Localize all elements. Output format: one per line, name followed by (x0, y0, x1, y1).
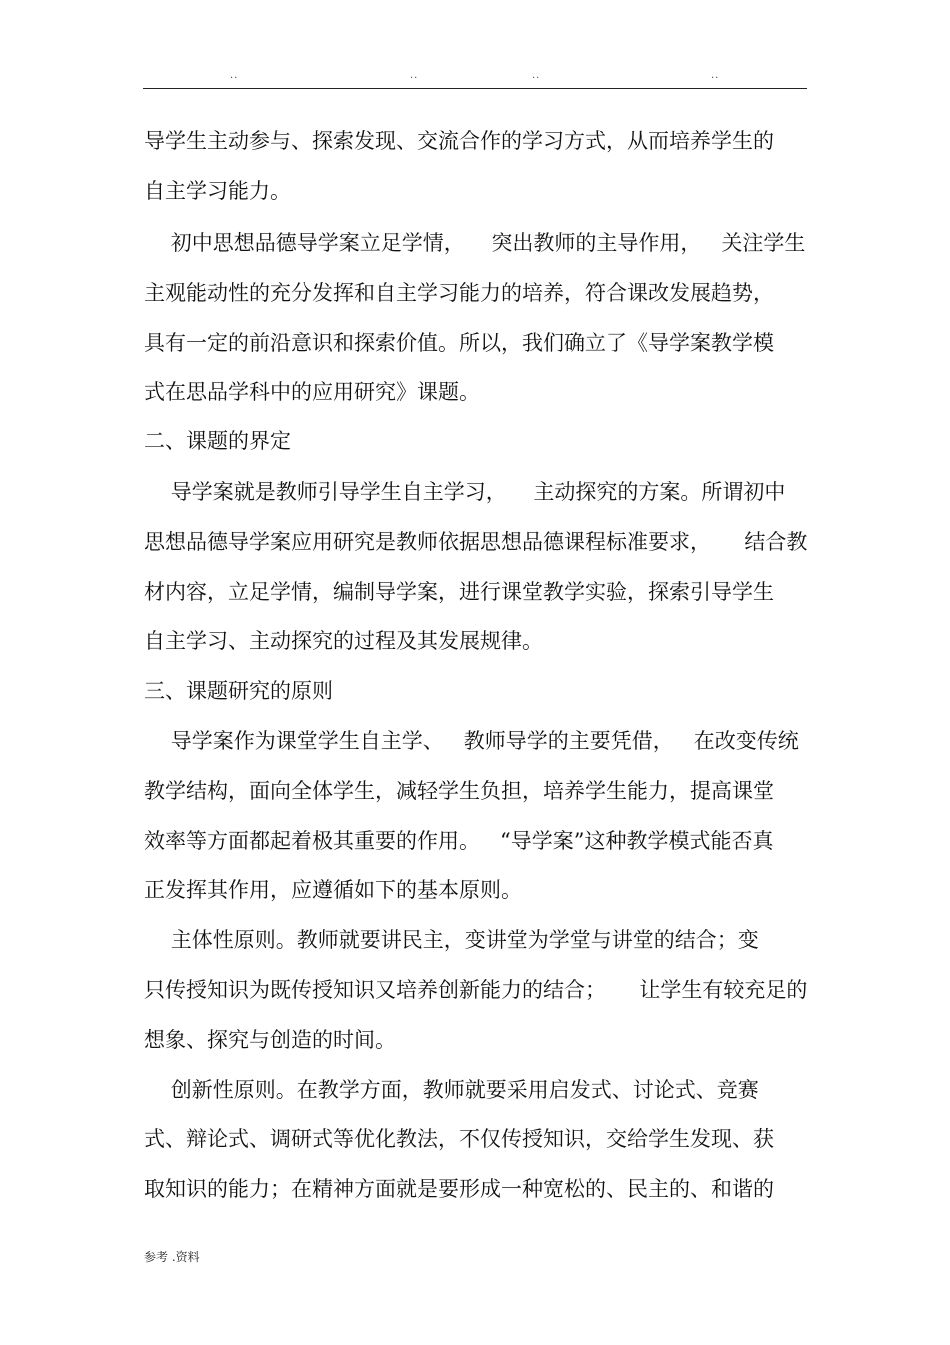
header-rule (143, 88, 807, 89)
paragraph-start-line: 导学案就是教师引导学生自主学习， 主动探究的方案。所谓初中 (144, 480, 786, 504)
header-mark: .. (711, 70, 720, 81)
header-mark: .. (410, 70, 419, 81)
header-mark: .. (532, 70, 541, 81)
text-line: 式、辩论式、调研式等优化教法，不仅传授知识，交给学生发现、获 (144, 1127, 774, 1151)
paragraph-start-line: 创新性原则。在教学方面，教师就要采用启发式、讨论式、竞赛 (144, 1078, 759, 1102)
header-mark: .. (230, 70, 239, 81)
section-heading: 二、课题的界定 (144, 429, 291, 453)
page-footer: 参考 .资料 (144, 1250, 200, 1264)
text-line: 材内容，立足学情，编制导学案，进行课堂教学实验，探索引导学生 (144, 580, 774, 604)
text-line: 正发挥其作用，应遵循如下的基本原则。 (144, 878, 522, 902)
text-line: 想象、探究与创造的时间。 (144, 1028, 396, 1052)
text-line: 教学结构，面向全体学生，减轻学生负担，培养学生能力，提高课堂 (144, 779, 774, 803)
text-line: 导学生主动参与、探索发现、交流合作的学习方式，从而培养学生的 (144, 129, 774, 153)
text-line: 具有一定的前沿意识和探索价值。所以，我们确立了《导学案教学模 (144, 331, 774, 355)
section-heading: 三、课题研究的原则 (144, 679, 333, 703)
text-line: 效率等方面都起着极其重要的作用。 “导学案”这种教学模式能否真 (144, 829, 774, 853)
text-line: 自主学习、主动探究的过程及其发展规律。 (144, 629, 543, 653)
text-line: 思想品德导学案应用研究是教师依据思想品德课程标准要求， 结合教 (144, 530, 808, 554)
text-line: 取知识的能力；在精神方面就是要形成一种宽松的、民主的、和谐的 (144, 1177, 774, 1201)
paragraph-start-line: 初中思想品德导学案立足学情， 突出教师的主导作用， 关注学生 (144, 231, 806, 255)
text-line: 自主学习能力。 (144, 179, 291, 203)
text-line: 主观能动性的充分发挥和自主学习能力的培养，符合课改发展趋势， (144, 281, 774, 305)
text-line: 式在思品学科中的应用研究》课题。 (144, 380, 480, 404)
paragraph-start-line: 主体性原则。教师就要讲民主，变讲堂为学堂与讲堂的结合；变 (144, 928, 759, 952)
text-line: 只传授知识为既传授知识又培养创新能力的结合； 让学生有较充足的 (144, 978, 808, 1002)
paragraph-start-line: 导学案作为课堂学生自主学、 教师导学的主要凭借， 在改变传统 (144, 729, 799, 753)
